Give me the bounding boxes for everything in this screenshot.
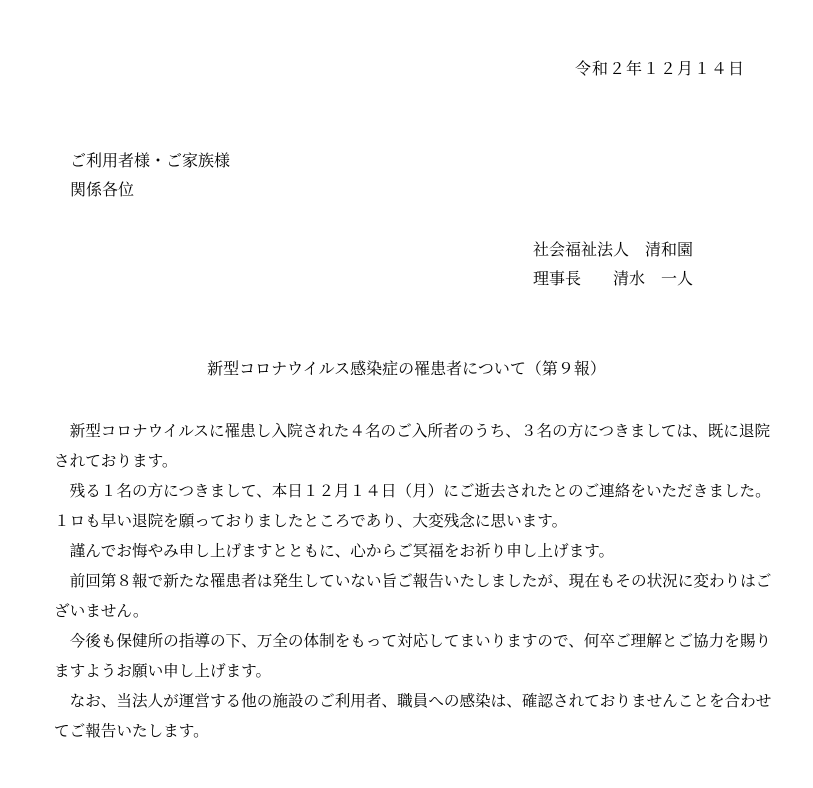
- sender-representative: 理事長 清水 一人: [533, 269, 694, 288]
- body-paragraph: 今後も保健所の指導の下、万全の体制をもって対応してまいりますので、何卒ご理解とご協力を賜りますようお願い申し上げます。: [54, 632, 772, 680]
- document-body: [54, 416, 774, 746]
- document-date: 令和２年１２月１４日: [574, 59, 745, 78]
- addressee-block: [70, 146, 230, 204]
- body-paragraph: 謹んでお悔やみ申し上げますとともに、心からご冥福をお祈り申し上げます。: [69, 542, 615, 560]
- body-paragraph: 残る１名の方につきまして、本日１２月１４日（月）にご逝去されたとのご連絡をいただきました。１ロも早い退院を願っておりましたところであり、大変残念に思います。: [54, 482, 771, 530]
- body-paragraph: なお、当法人が運営する他の施設のご利用者、職員への感染は、確認されておりませんことを合わせてご報告いたします。: [54, 692, 772, 740]
- sender-organization: 社会福祉法人 清和園: [533, 240, 694, 259]
- addressee-line-concerned: 関係各位: [70, 180, 135, 199]
- body-paragraph: 新型コロナウイルスに罹患し入院された４名のご入所者のうち、３名の方につきましては、既に退院されております。: [54, 422, 771, 470]
- sender-block: [533, 235, 693, 293]
- addressee-line-users: ご利用者様・ご家族様: [70, 151, 231, 170]
- document-title: 新型コロナウイルス感染症の罹患者について（第９報）: [207, 359, 606, 378]
- body-paragraph: 前回第８報で新たな罹患者は発生していない旨ご報告いたしましたが、現在もその状況に変わりはございません。: [54, 572, 772, 620]
